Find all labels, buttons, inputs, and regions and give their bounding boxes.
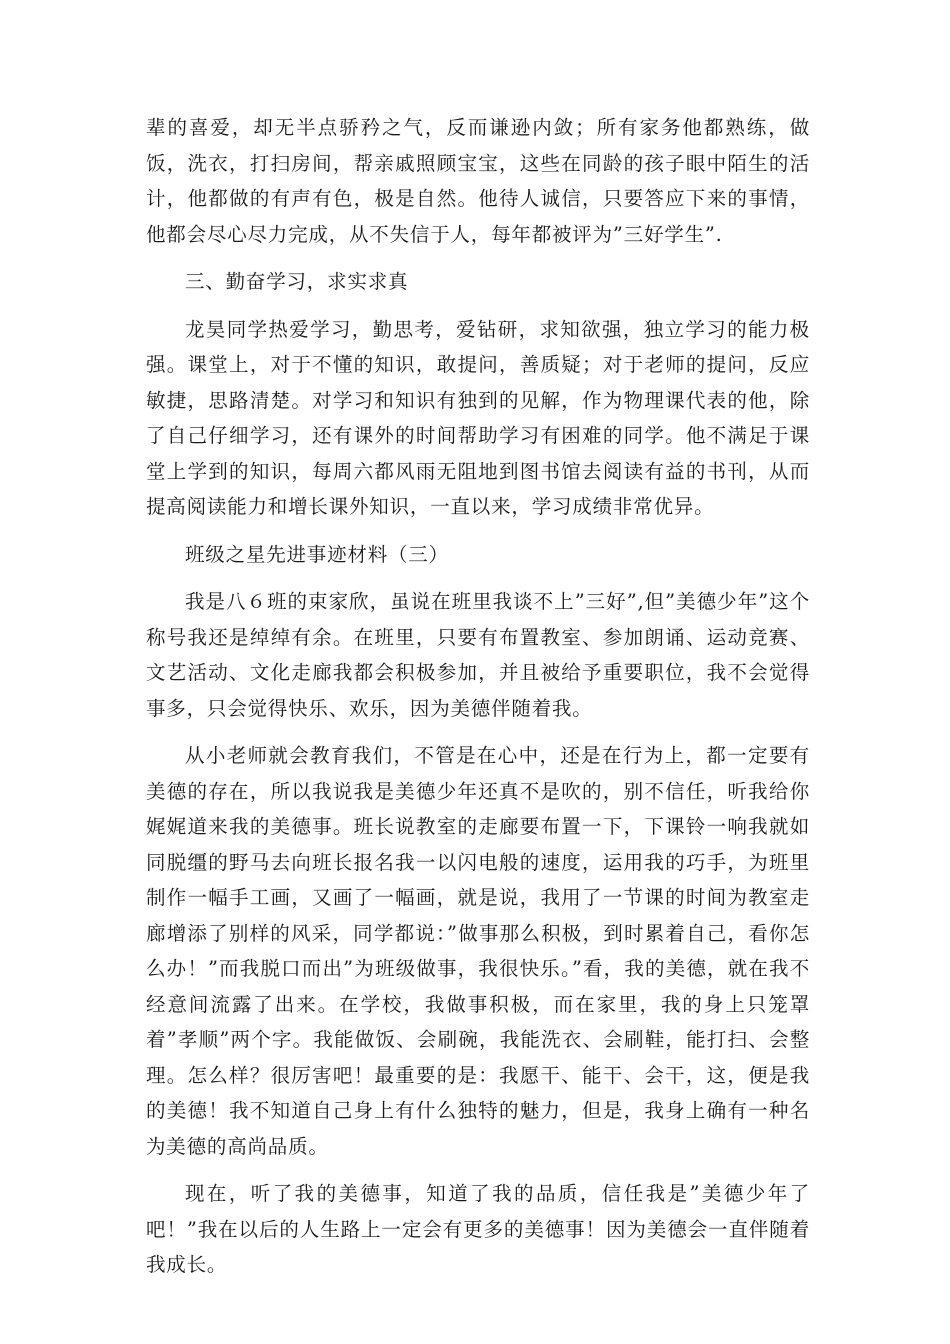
paragraph-study: 龙昊同学热爱学习，勤思考，爱钻研，求知欲强，独立学习的能力极强。课堂上，对于不懂的知识，敢提问，善质疑；对于老师的提问，反应敏捷，思路清楚。对学习和知识有独到的见解，作为物理课代表的他，除了自己仔细学习，还有课外的时间帮助学习有困难的同学。他不满足于课堂上学到的知识，每周六都风雨无阻地到图书馆去阅读有益的书刊，从而提高阅读能力和增长课外知识，一直以来，学习成绩非常优异。 xyxy=(146,317,810,518)
paragraph-continuation: 辈的喜爱，却无半点骄矜之气，反而谦逊内敛；所有家务他都熟练，做饭，洗衣，打扫房间，帮亲戚照顾宝宝，这些在同龄的孩子眼中陌生的活计，他都做的有声有色，极是自然。他待人诚信，只要答应下来的事情，他都会尽心尽力完成，从不失信于人，每年都被评为”三好学生”. xyxy=(146,116,810,246)
paragraph-virtue-story: 从小老师就会教育我们，不管是在心中，还是在行为上，都一定要有美德的存在，所以我说我是美德少年还真不是吹的，别不信任，听我给你娓娓道来我的美德事。班长说教室的走廊要布置一下，下课铃一响我就如同脱缰的野马去向班长报名我一以闪电般的速度，运用我的巧手，为班里制作一幅手工画，又画了一幅画，就是说，我用了一节课的时间为教室走廊增添了别样的风采，同学都说：”做事那么积极，到时累着自己，看你怎么办！”而我脱口而出”为班级做事，我很快乐。”看，我的美德，就在我不经意间流露了出来。在学校，我做事积极，而在家里，我的身上只笼罩着”孝顺”两个字。我能做饭、会刷碗，我能洗衣、会刷鞋，能打扫、会整理。怎么样？很厉害吧！最重要的是：我愿干、能干、会干，这，便是我的美德！我不知道自己身上有什么独特的魅力，但是，我身上确有一种名为美德的高尚品质。 xyxy=(146,744,810,1158)
section-heading-class-star: 班级之星先进事迹材料（三） xyxy=(185,542,449,566)
paragraph-conclusion: 现在，听了我的美德事，知道了我的品质，信任我是”美德少年了吧！”我在以后的人生路上一定会有更多的美德事！因为美德会一直伴随着我成长。 xyxy=(146,1182,810,1276)
paragraph-intro: 我是八６班的束家欣，虽说在班里我谈不上”三好”,但”美德少年”这个称号我还是绰绰有余。在班里，只要有布置教室、参加朗诵、运动竞赛、文艺活动、文化走廊我都会积极参加，并且被给予重要职位，我不会觉得事多，只会觉得快乐、欢乐，因为美德伴随着我。 xyxy=(146,590,810,720)
section-heading-study: 三、勤奋学习，求实求真 xyxy=(185,270,409,293)
document-body xyxy=(146,110,810,1295)
